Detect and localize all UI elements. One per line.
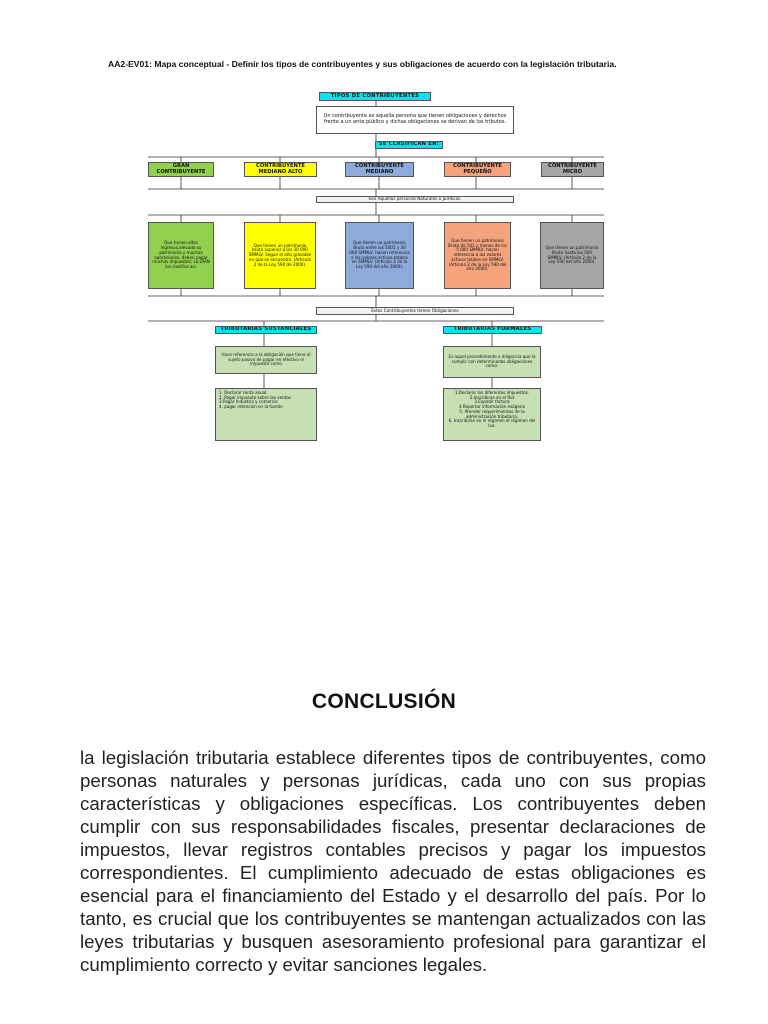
list-item: 4.Reportar información exógena xyxy=(458,404,525,410)
classify-label-box: SE CLASIFICAN EN: xyxy=(375,141,443,149)
conclusion-title: CONCLUSIÓN xyxy=(311,690,457,713)
obligation-sustanciales-description: Hace referencia a la obligación que tiene el sujeto pasivo de pagar en efectivo el impuesto como xyxy=(215,346,317,374)
list-item: 5. Atender requerimientos de la administración tributaria. xyxy=(459,408,525,419)
type-mediano: CONTRIBUYENTE MEDIANO xyxy=(345,162,414,177)
detail-pequeno: Que tienen un patrimonio Bruto de 501 y menos de los 5.000 SMMLV, hacen referencia a los valores activos totales en SMMLV. (Artículo 2 de la Ley 590 del año 2000). xyxy=(444,222,511,289)
list-item: 1. Declarar renta anual. xyxy=(219,390,268,395)
detail-micro: Que tienen un patrimonio Bruto hasta los 500 SMMLV. (Artículo 2 de la Ley 590 del año 2000). xyxy=(540,222,604,289)
list-item: 3.Expedir factura xyxy=(474,399,510,405)
list-item: 2. Pagar impuesto sobre las ventas xyxy=(219,394,291,400)
persons-note-box: Son Aquellas personas Naturales o Jurídicas. xyxy=(316,196,514,203)
list-item: 6. Inscribirse en el régimen el régimen del Iva. xyxy=(448,418,536,428)
obligation-sustanciales-title: TRIBUTARIAS SUSTANCIALES xyxy=(215,326,317,334)
detail-mediano: Que tienen un patrimonio Bruto entre los 5001 y 30 000 SMMLV, hacen referencia a los valores activos totales en SMMLV. (Artículo 2 de la Ley 590 del año 2000). xyxy=(345,222,414,289)
obligation-sustanciales-list xyxy=(215,388,317,441)
detail-gran-contribuyente: Que tienen altos ingresos,elevado su patrimonio y muchas operaciones, deben pagar muchos impuestos; La DIAN los clasifica así. xyxy=(148,222,214,289)
definition-box: Un contribuyente es aquella persona que tienen obligaciones y derechos frente a un ente público y dichas obligaciones se derivan de los tributos. xyxy=(316,106,514,134)
type-gran-contribuyente: GRAN CONTRIBUYENTE xyxy=(148,162,214,177)
obligations-note-box: Estos Contribuyentes tienen Obligaciones xyxy=(316,307,514,315)
concept-map xyxy=(0,0,768,460)
obligation-formales-list xyxy=(443,388,541,441)
list-item: 2.Inscribirse en el Rut xyxy=(469,394,515,400)
list-item: 4. pagar retencion en la fuente xyxy=(219,404,283,410)
list-item: 3.Pagar Industria y comercio xyxy=(219,399,278,405)
obligation-formales-title: TRIBUTARIAS FORMALES xyxy=(443,326,542,334)
list-item: 1.Declarar los diferentes impuestos. xyxy=(454,390,530,395)
detail-mediano-alto: Que tienen un patrimonio bruto superior a los 30 000 SMMLV. Según el año gravable en que se encuentro. (Artículo 2 de la Ley 590 de 2000). xyxy=(244,222,316,289)
type-micro: CONTRIBUYENTE MICRO xyxy=(541,162,604,177)
conclusion-text: la legislación tributaria establece diferentes tipos de contribuyentes, como personas naturales y personas jurídicas, cada uno con sus propias características y obligaciones específicas. Los contribuyentes deben cumplir con sus responsabilidades fiscales, presentar declaraciones de impuestos, llevar registros contables precisos y pagar los impuestos correspondientes. El cumplimiento adecuado de estas obligaciones es esencial para el financiamiento del Estado y el desarrollo del país. Por lo tanto, es crucial que los contribuyentes se mantengan actualizados con las leyes tributarias y busquen asesoramiento profesional para garantizar el cumplimiento correcto y evitar sanciones legales. xyxy=(80,747,706,975)
type-pequeno: CONTRIBUYENTE PEQUEÑO xyxy=(444,162,511,177)
root-title-box: TIPOS DE CONTRIBUYENTES xyxy=(319,92,431,101)
obligation-formales-description: Es aquel procedimiento o diligencia que la cumplir con determinadas obligaciones como: xyxy=(443,346,541,378)
document-title: AA2-EV01: Mapa conceptual - Definir los tipos de contribuyentes y sus obligaciones de acuerdo con la legislación tributaria. xyxy=(108,59,617,69)
type-mediano-alto: CONTRIBUYENTE MEDIANO ALTO xyxy=(244,162,317,177)
